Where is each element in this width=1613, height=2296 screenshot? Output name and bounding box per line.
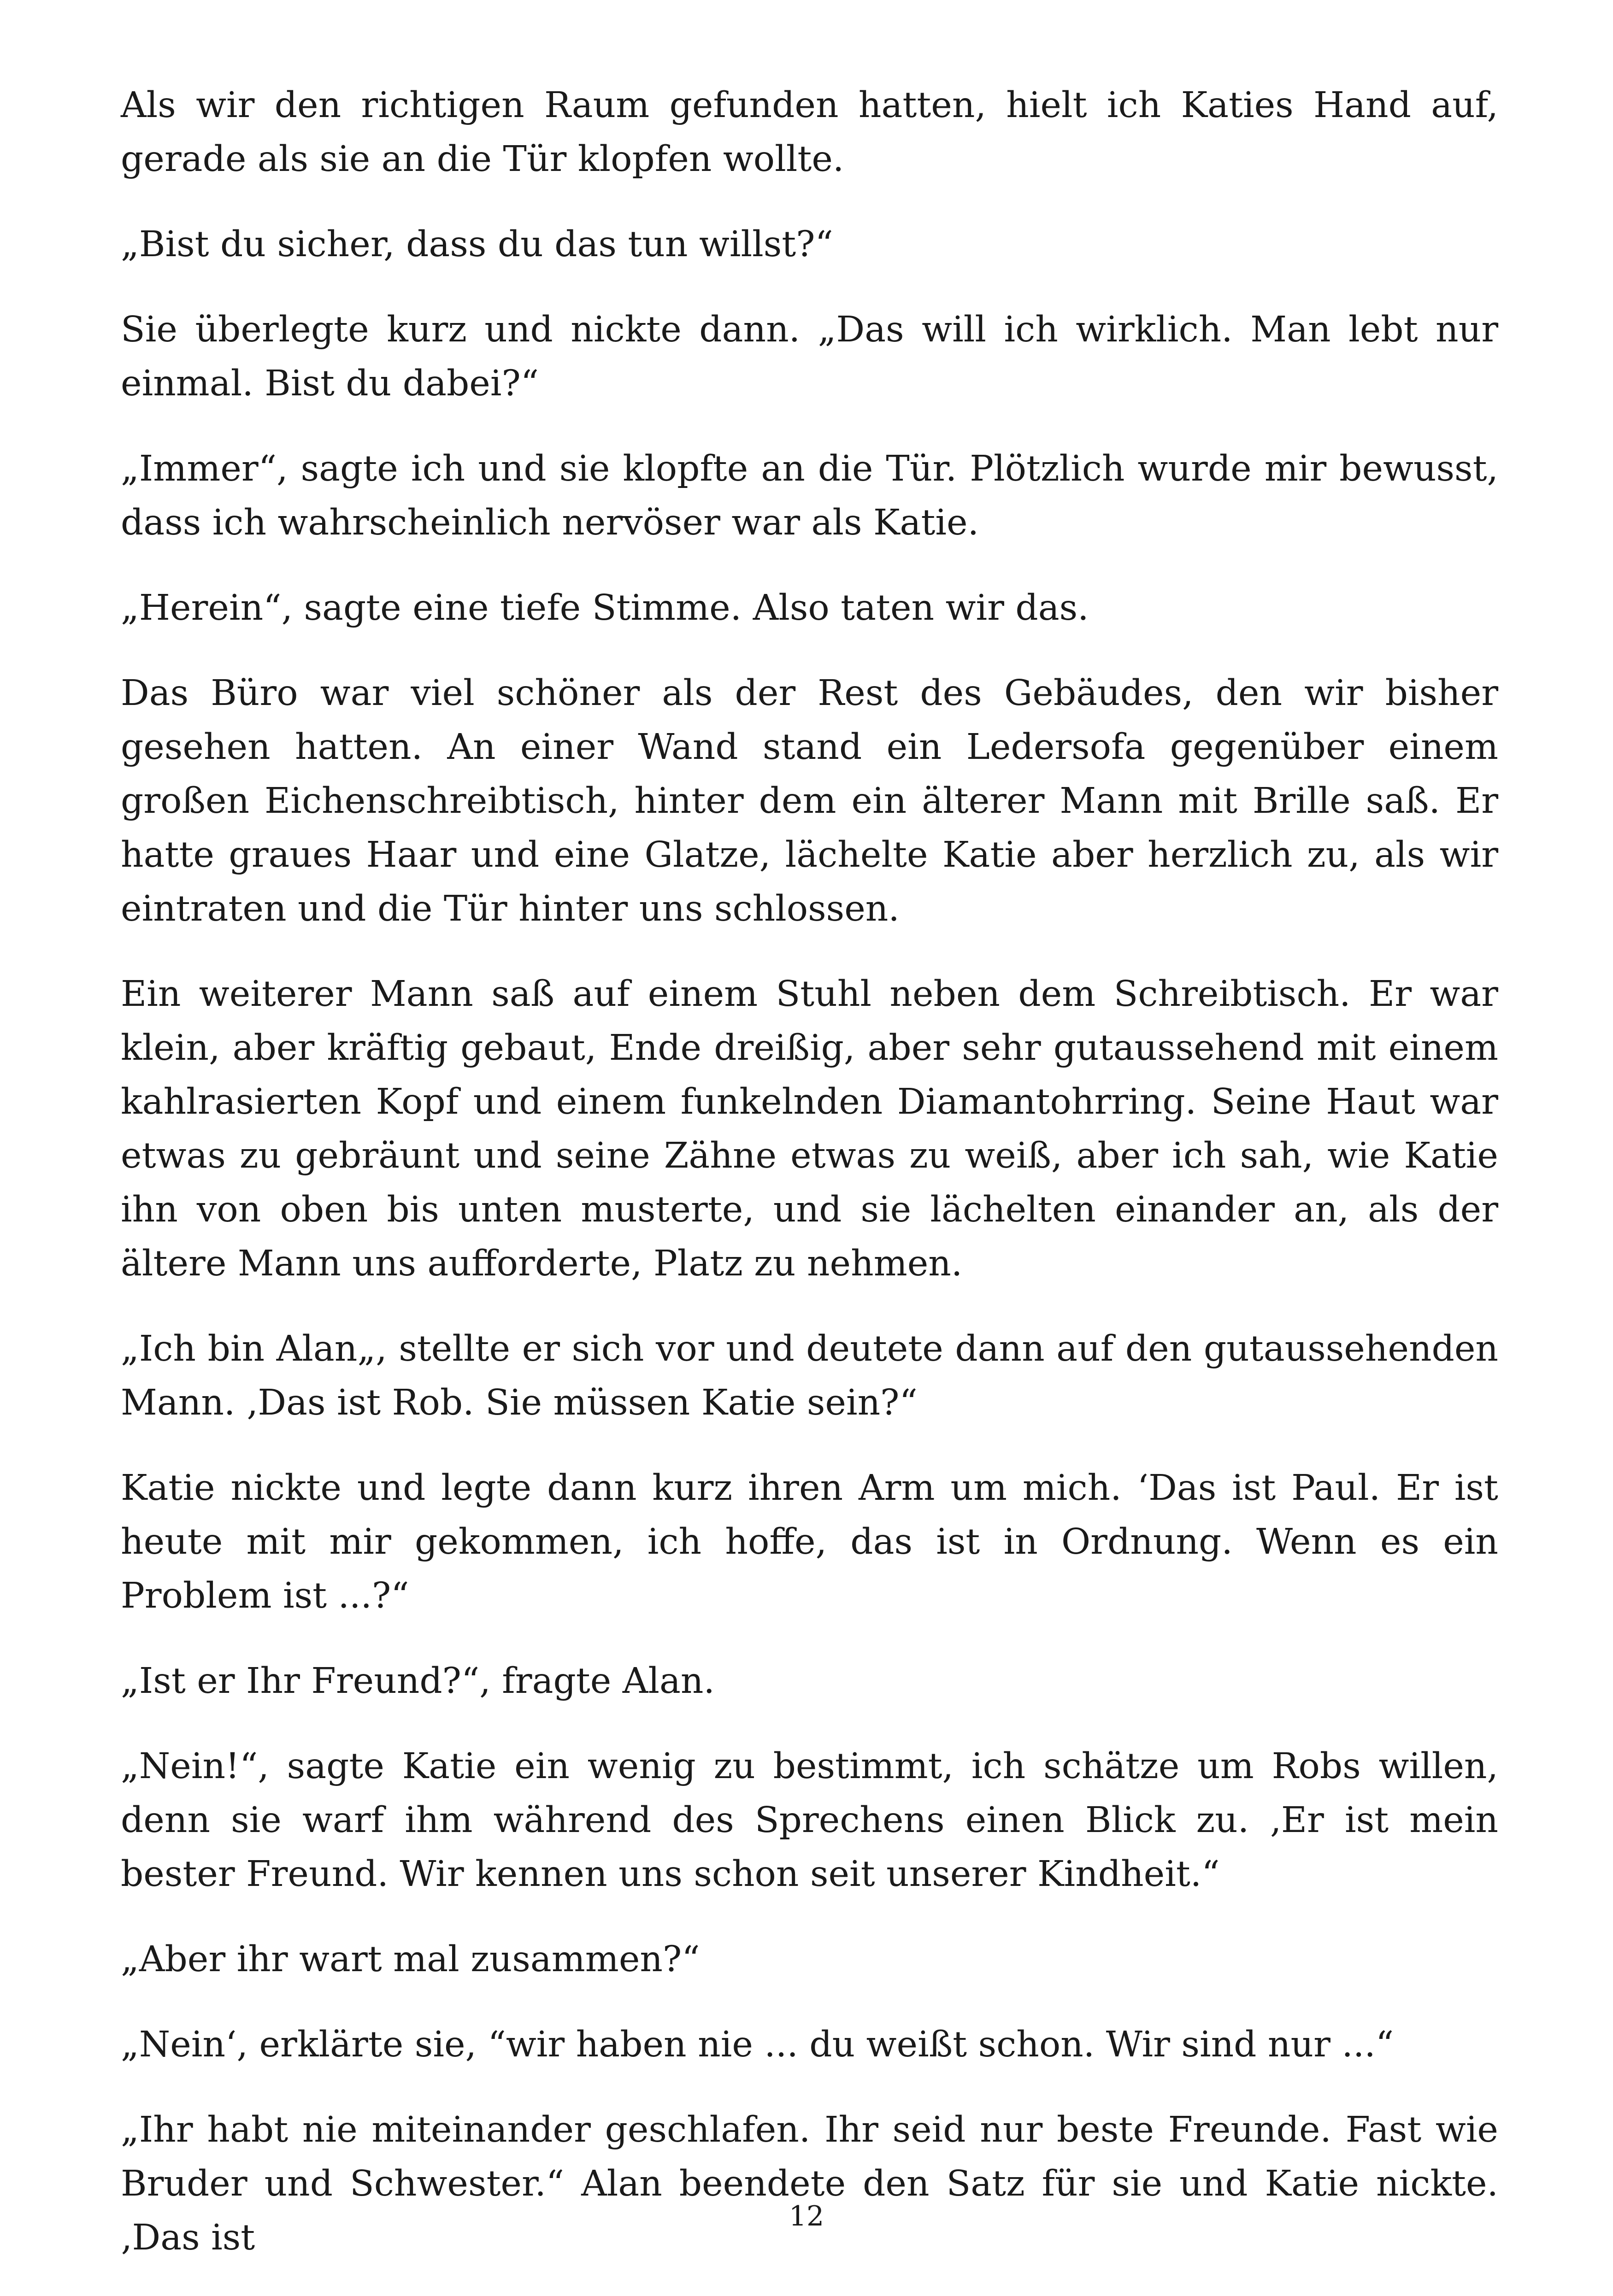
paragraph: „Aber ihr wart mal zusammen?“ [121, 1939, 700, 1980]
paragraph: Katie nickte und legte dann kurz ihren Arm um mich. ‘Das ist Paul. Er ist heute mit mir gekommen, ich hoffe, das ist in Ordnung. Wenn es ein Problem ist ...?“ [121, 1468, 1498, 1616]
page-number: 12 [789, 2200, 824, 2232]
paragraph: Sie überlegte kurz und nickte dann. „Das will ich wirklich. Man lebt nur einmal. Bist du dabei?“ [121, 309, 1498, 404]
paragraph: „Nein‘, erklärte sie, “wir haben nie ... du weißt schon. Wir sind nur ...“ [121, 2024, 1394, 2065]
page-body [121, 78, 1498, 2296]
paragraph: Als wir den richtigen Raum gefunden hatten, hielt ich Katies Hand auf, gerade als sie an die Tür klopfen wollte. [121, 85, 1498, 180]
paragraph: „Nein!“, sagte Katie ein wenig zu bestimmt, ich schätze um Robs willen, denn sie warf ihm während des Sprechens einen Blick zu. ‚Er ist mein bester Freund. Wir kennen uns schon seit unserer Kindheit.“ [121, 1746, 1498, 1895]
paragraph: „Ist er Ihr Freund?“, fragte Alan. [121, 1661, 715, 1702]
paragraph: „Bist du sicher, dass du das tun willst?“ [121, 224, 833, 265]
paragraph: „Herein“, sagte eine tiefe Stimme. Also taten wir das. [121, 587, 1089, 628]
paragraph: Das Büro war viel schöner als der Rest des Gebäudes, den wir bisher gesehen hatten. An einer Wand stand ein Ledersofa gegenüber einem großen Eichenschreibtisch, hinter dem ein älterer Mann mit Brille saß. Er hatte graues Haar und eine Glatze, lächelte Katie aber herzlich zu, als wir eintraten und die Tür hinter uns schlossen. [121, 673, 1498, 929]
paragraph: Ein weiterer Mann saß auf einem Stuhl neben dem Schreibtisch. Er war klein, aber kräftig gebaut, Ende dreißig, aber sehr gutaussehend mit einem kahlrasierten Kopf und einem funkelnden Diamantohrring. Seine Haut war etwas zu gebräunt und seine Zähne etwas zu weiß, aber ich sah, wie Katie ihn von oben bis unten musterte, und sie lächelten einander an, als der ältere Mann uns aufforderte, Platz zu nehmen. [121, 974, 1498, 1284]
paragraph: „Immer“, sagte ich und sie klopfte an die Tür. Plötzlich wurde mir bewusst, dass ich wahrscheinlich nervöser war als Katie. [121, 448, 1498, 543]
paragraph: „Ihr habt nie miteinander geschlafen. Ihr seid nur beste Freunde. Fast wie Bruder und Schwester.“ Alan beendete den Satz für sie und Katie nickte. ‚Das ist [121, 2109, 1498, 2258]
paragraph: „Ich bin Alan„, stellte er sich vor und deutete dann auf den gutaussehenden Mann. ‚Das ist Rob. Sie müssen Katie sein?“ [121, 1328, 1498, 1423]
